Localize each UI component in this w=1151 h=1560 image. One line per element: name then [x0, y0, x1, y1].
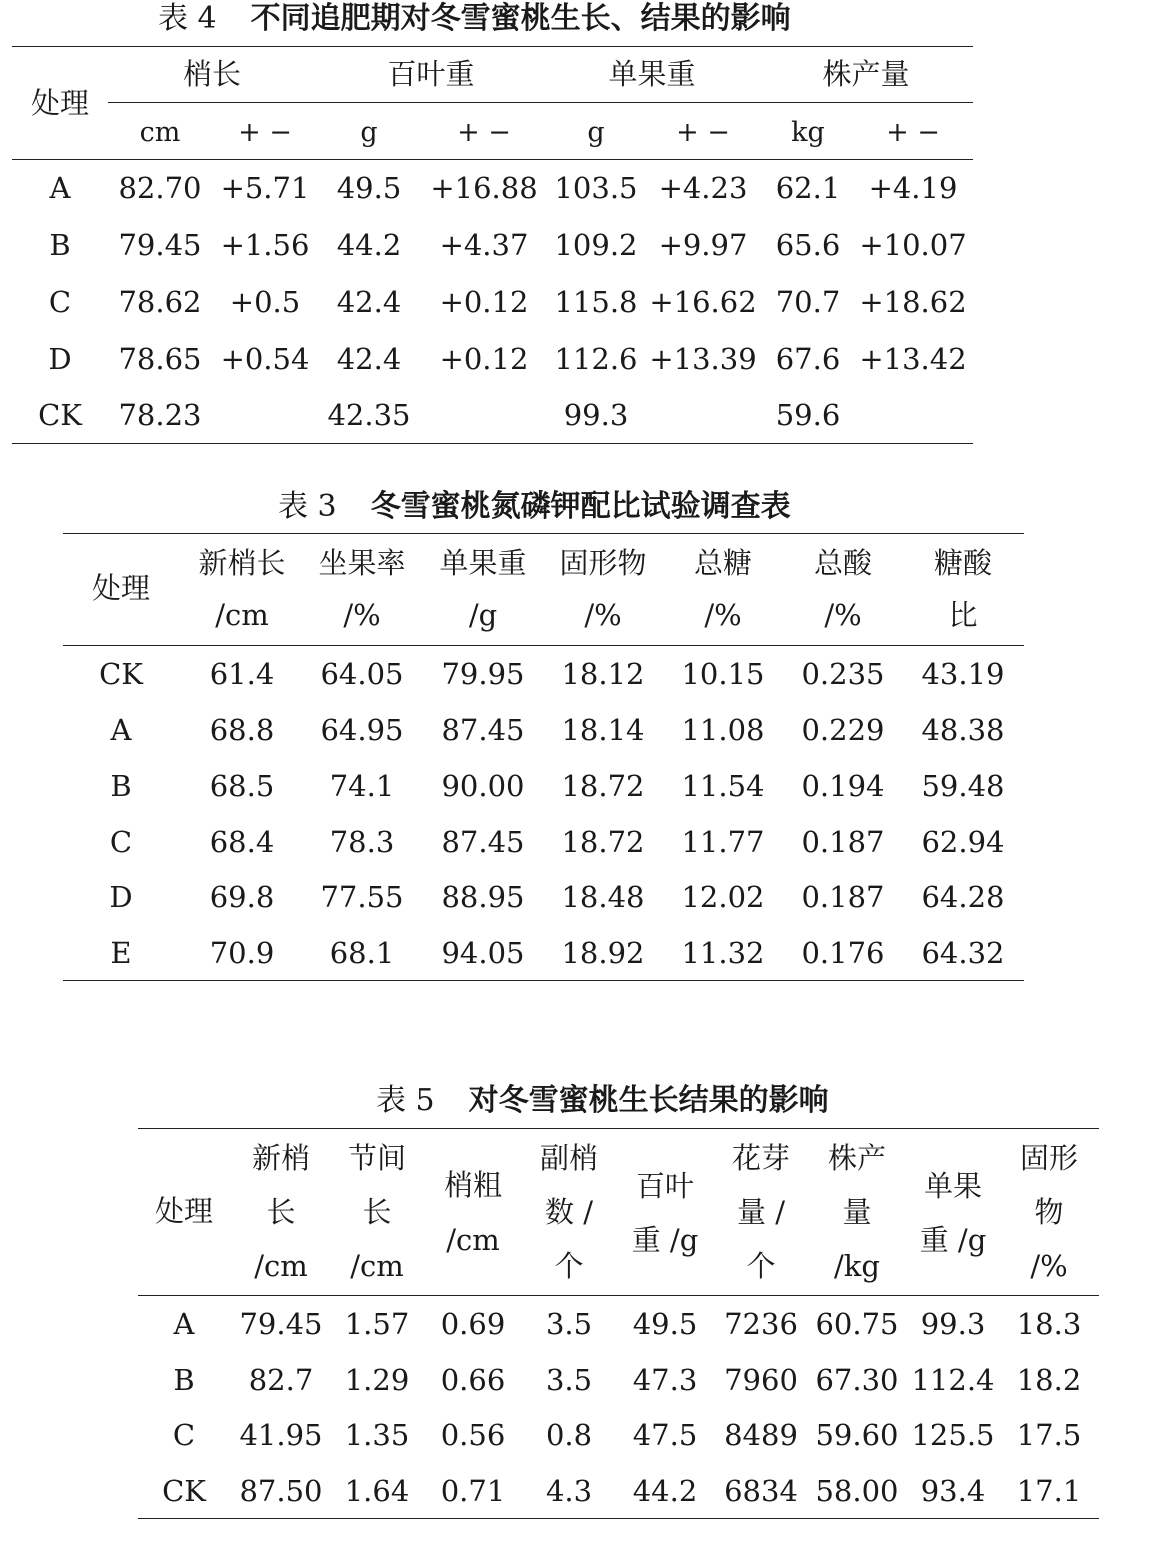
column-header: 总糖: [693, 546, 752, 580]
column-unit-header: g: [360, 117, 378, 148]
table-cell: 4.3: [545, 1474, 593, 1508]
table-cell: 17.1: [1016, 1474, 1082, 1508]
table-cell: 68.5: [209, 769, 275, 803]
column-header: 单果: [923, 1169, 982, 1203]
table-cell: 0.69: [440, 1307, 506, 1341]
column-group-header: 株产量: [822, 57, 910, 91]
table-cell: +4.37: [439, 228, 529, 262]
column-header: 量: [842, 1195, 872, 1229]
table-cell: 68.1: [329, 936, 395, 970]
column-header: 固形: [1019, 1141, 1078, 1175]
table-cell: 0.66: [440, 1363, 506, 1397]
row-label: D: [109, 880, 133, 914]
row-label: A: [49, 171, 71, 205]
column-header: 节间: [347, 1141, 406, 1175]
table-cell: +0.54: [220, 342, 310, 376]
table-cell: 0.235: [801, 657, 885, 691]
row-label: C: [109, 825, 133, 859]
table-cell: 18.3: [1016, 1307, 1082, 1341]
column-unit-header: + −: [676, 117, 730, 148]
row-label: E: [110, 936, 132, 970]
table-cell: 11.08: [681, 713, 765, 747]
table-cell: 112.6: [554, 342, 638, 376]
table-cell: 115.8: [554, 285, 638, 319]
table-cell: 77.55: [320, 880, 404, 914]
table-cell: 0.194: [801, 769, 885, 803]
table-bottom-rule: [138, 1518, 1099, 1519]
table-cell: +13.39: [649, 342, 757, 376]
table-cell: 43.19: [921, 657, 1005, 691]
row-label: CK: [99, 657, 143, 691]
table-cell: +9.97: [658, 228, 748, 262]
table-cell: 1.57: [344, 1307, 410, 1341]
column-unit-header: g: [587, 117, 605, 148]
table-top-rule: [138, 1128, 1099, 1129]
header-bottom-rule: [138, 1295, 1099, 1296]
table-cell: 7236: [724, 1307, 798, 1341]
table-cell: 0.187: [801, 825, 885, 859]
table-cell: 68.8: [209, 713, 275, 747]
row-header-label: 处理: [154, 1194, 213, 1228]
table-cell: 70.7: [775, 285, 841, 319]
column-group-header: 单果重: [608, 57, 696, 91]
table-cell: 0.176: [801, 936, 885, 970]
table-title: 对冬雪蜜桃生长结果的影响: [468, 1083, 829, 1118]
column-header: 个: [554, 1249, 584, 1283]
column-header: 新梢: [251, 1141, 310, 1175]
table-cell: 11.77: [681, 825, 765, 859]
table-cell: +0.5: [229, 285, 301, 319]
column-header: /%: [704, 598, 742, 632]
column-header: 糖酸: [933, 546, 992, 580]
table-cell: 42.4: [336, 285, 402, 319]
row-label: B: [110, 769, 132, 803]
table-cell: 48.38: [921, 713, 1005, 747]
column-header: 长: [266, 1195, 296, 1229]
table-cell: 112.4: [911, 1363, 995, 1397]
column-header: /%: [824, 598, 862, 632]
column-unit-header: cm: [139, 117, 181, 148]
column-header: 量 /: [737, 1195, 785, 1229]
table-cell: 44.2: [632, 1474, 698, 1508]
column-group-header: 百叶重: [387, 57, 475, 91]
table-cell: 125.5: [911, 1418, 995, 1452]
table-cell: 59.60: [815, 1418, 899, 1452]
table-cell: +5.71: [220, 171, 310, 205]
table-cell: 18.92: [561, 936, 645, 970]
table-cell: 18.72: [561, 769, 645, 803]
header-bottom-rule: [12, 159, 973, 160]
table-caption: [376, 1083, 829, 1119]
table-cell: 18.48: [561, 880, 645, 914]
column-header: 数 /: [545, 1195, 593, 1229]
table-cell: 47.3: [632, 1363, 698, 1397]
table-cell: 62.1: [775, 171, 841, 205]
table-cell: 44.2: [336, 228, 402, 262]
row-label: C: [172, 1418, 196, 1452]
table-cell: 18.12: [561, 657, 645, 691]
table-cell: 0.56: [440, 1418, 506, 1452]
table-cell: 18.2: [1016, 1363, 1082, 1397]
row-label: A: [173, 1307, 195, 1341]
column-header: 比: [948, 598, 978, 632]
row-header-label: 处理: [91, 571, 150, 605]
table-cell: 67.6: [775, 342, 841, 376]
table-cell: 3.5: [545, 1307, 593, 1341]
header-bottom-rule: [63, 645, 1024, 646]
table-caption: [278, 489, 791, 525]
table-cell: 11.32: [681, 936, 765, 970]
table-number: 表 3: [278, 489, 337, 524]
row-label: CK: [38, 398, 82, 432]
table-bottom-rule: [63, 980, 1024, 981]
table-cell: 0.187: [801, 880, 885, 914]
table-cell: +1.56: [220, 228, 310, 262]
table-cell: 58.00: [815, 1474, 899, 1508]
column-header: /%: [1030, 1249, 1068, 1283]
table-cell: 49.5: [632, 1307, 698, 1341]
table-cell: 69.8: [209, 880, 275, 914]
table-top-rule: [63, 533, 1024, 534]
column-header: 重 /g: [631, 1223, 699, 1257]
column-header: 总酸: [813, 546, 872, 580]
column-unit-header: + −: [238, 117, 292, 148]
table-cell: 42.35: [327, 398, 411, 432]
table-cell: 49.5: [336, 171, 402, 205]
row-label: D: [48, 342, 72, 376]
table-cell: +16.62: [649, 285, 757, 319]
table-cell: 42.4: [336, 342, 402, 376]
table-cell: 41.95: [239, 1418, 323, 1452]
column-header: 固形物: [559, 546, 647, 580]
table-cell: 18.72: [561, 825, 645, 859]
table-cell: +10.07: [859, 228, 967, 262]
table-cell: 88.95: [441, 880, 525, 914]
table-cell: 17.5: [1016, 1418, 1082, 1452]
table-cell: 12.02: [681, 880, 765, 914]
table-title: 不同追肥期对冬雪蜜桃生长、结果的影响: [250, 1, 791, 36]
table-cell: 3.5: [545, 1363, 593, 1397]
column-header: 梢粗: [443, 1168, 502, 1202]
column-header: /%: [584, 598, 622, 632]
table-cell: 0.229: [801, 713, 885, 747]
table-cell: 62.94: [921, 825, 1005, 859]
table-cell: 109.2: [554, 228, 638, 262]
row-label: CK: [162, 1474, 206, 1508]
table-cell: 78.3: [329, 825, 395, 859]
table-cell: 11.54: [681, 769, 765, 803]
table-cell: 65.6: [775, 228, 841, 262]
table-cell: 78.62: [118, 285, 202, 319]
table-number: 表 4: [158, 1, 217, 36]
column-header: 花芽: [731, 1141, 790, 1175]
column-header: 株产: [827, 1141, 886, 1175]
header-mid-rule: [108, 102, 973, 103]
column-header: /g: [468, 598, 498, 632]
table-top-rule: [12, 46, 973, 47]
table-cell: 64.28: [921, 880, 1005, 914]
table-cell: 8489: [724, 1418, 798, 1452]
table-cell: 59.6: [775, 398, 841, 432]
column-header: 副梢: [539, 1141, 598, 1175]
column-header: 新梢长: [198, 546, 286, 580]
table-cell: 79.45: [118, 228, 202, 262]
table-caption: [158, 1, 791, 37]
row-label: C: [48, 285, 72, 319]
column-header: /cm: [350, 1249, 404, 1283]
table-cell: 59.48: [921, 769, 1005, 803]
table-cell: +4.19: [868, 171, 958, 205]
column-header: 单果重: [439, 546, 527, 580]
table-cell: 99.3: [920, 1307, 986, 1341]
row-header-label: 处理: [30, 86, 89, 120]
table-cell: 93.4: [920, 1474, 986, 1508]
table-cell: +18.62: [859, 285, 967, 319]
table-cell: 79.45: [239, 1307, 323, 1341]
table-number: 表 5: [376, 1083, 435, 1118]
table-cell: 94.05: [441, 936, 525, 970]
table-cell: 78.65: [118, 342, 202, 376]
table-cell: 0.8: [545, 1418, 593, 1452]
table-bottom-rule: [12, 443, 973, 444]
column-header: 重 /g: [919, 1223, 987, 1257]
table-cell: +16.88: [430, 171, 538, 205]
column-header: /kg: [834, 1249, 880, 1283]
table-cell: 64.32: [921, 936, 1005, 970]
table-cell: 78.23: [118, 398, 202, 432]
column-unit-header: kg: [791, 117, 825, 148]
row-label: A: [110, 713, 132, 747]
table-cell: 0.71: [440, 1474, 506, 1508]
table-cell: 64.95: [320, 713, 404, 747]
table-cell: 10.15: [681, 657, 765, 691]
row-label: B: [173, 1363, 195, 1397]
table-cell: 1.35: [344, 1418, 410, 1452]
column-header: 百叶: [635, 1169, 694, 1203]
table-cell: 1.64: [344, 1474, 410, 1508]
column-header: 个: [746, 1249, 776, 1283]
row-label: B: [49, 228, 71, 262]
table-cell: 74.1: [329, 769, 395, 803]
table-cell: 82.7: [248, 1363, 314, 1397]
column-header: 长: [362, 1195, 392, 1229]
table-cell: +4.23: [658, 171, 748, 205]
table-cell: +13.42: [859, 342, 967, 376]
table-cell: 79.95: [441, 657, 525, 691]
column-header: /%: [343, 598, 381, 632]
column-header: 物: [1034, 1195, 1064, 1229]
table-cell: 1.29: [344, 1363, 410, 1397]
table-cell: 67.30: [815, 1363, 899, 1397]
table-cell: 7960: [724, 1363, 798, 1397]
column-header: /cm: [254, 1249, 308, 1283]
table-cell: 87.50: [239, 1474, 323, 1508]
table-cell: 47.5: [632, 1418, 698, 1452]
table-cell: 87.45: [441, 825, 525, 859]
table-cell: 103.5: [554, 171, 638, 205]
table-cell: 87.45: [441, 713, 525, 747]
column-unit-header: + −: [886, 117, 940, 148]
table-cell: 90.00: [441, 769, 525, 803]
column-header: /cm: [215, 598, 269, 632]
table-cell: 61.4: [209, 657, 275, 691]
table-cell: 99.3: [563, 398, 629, 432]
table-cell: 64.05: [320, 657, 404, 691]
column-header: /cm: [446, 1223, 500, 1257]
table-cell: +0.12: [439, 342, 529, 376]
table-cell: 82.70: [118, 171, 202, 205]
table-cell: 18.14: [561, 713, 645, 747]
column-unit-header: + −: [457, 117, 511, 148]
table-cell: 68.4: [209, 825, 275, 859]
table-cell: 70.9: [209, 936, 275, 970]
table-cell: 60.75: [815, 1307, 899, 1341]
table-cell: +0.12: [439, 285, 529, 319]
table-title: 冬雪蜜桃氮磷钾配比试验调查表: [370, 489, 791, 524]
table-cell: 6834: [724, 1474, 798, 1508]
column-group-header: 梢长: [182, 57, 241, 91]
column-header: 坐果率: [318, 546, 406, 580]
